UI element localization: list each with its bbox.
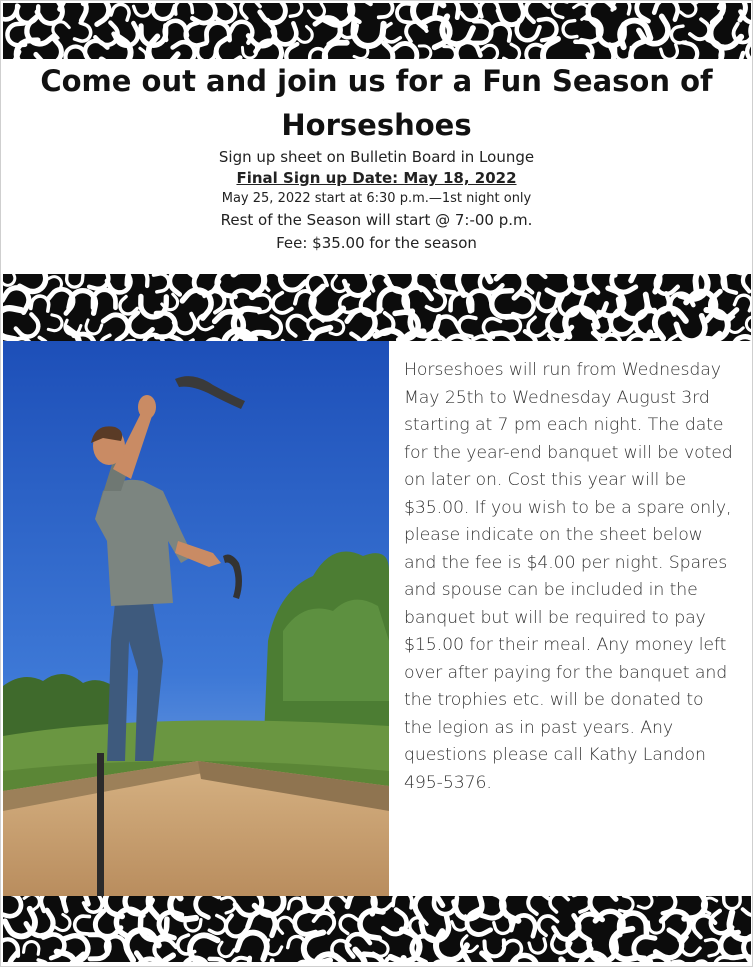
horseshoe-border-bottom [3, 896, 751, 962]
final-signup-date: Final Sign up Date: May 18, 2022 [236, 169, 517, 187]
horseshoe-border-top [3, 3, 751, 59]
flyer-title: Come out and join us for a Fun Season of Horseshoes [40, 64, 713, 142]
horseshoe-player-photo [3, 341, 389, 896]
horseshoe-pattern-icon [3, 896, 751, 962]
signup-location: Sign up sheet on Bulletin Board in Lounge [218, 148, 535, 166]
season-details-text: Horseshoes will run from Wednesday May 25th to Wednesday August 3rd starting at 7 pm each night. The date for the year-end banquet will be voted on later on. Cost this year will be $35.00. If you wish to be a spare only, please indicate on the sheet below and the fee is $4.00 per night. Spares and spouse can be included in the banquet but will be required to pay $15.00 for their meal. Any money left over after paying for the banquet and the trophies etc. will be donated to the legion as in past years. Any questions please call Kathy Landon 495-5376. [404, 360, 733, 793]
flyer-header [0, 59, 753, 274]
horseshoe-border-middle [3, 274, 751, 341]
first-night-info: May 25, 2022 start at 6:30 p.m.—1st night only [221, 191, 532, 206]
season-start-time: Rest of the Season will start @ 7:-00 p.m. [220, 211, 533, 229]
horseshoe-pattern-icon [3, 3, 751, 59]
season-fee: Fee: $35.00 for the season [276, 234, 477, 252]
photo-illustration [3, 341, 389, 896]
horseshoe-pattern-icon [3, 274, 751, 341]
